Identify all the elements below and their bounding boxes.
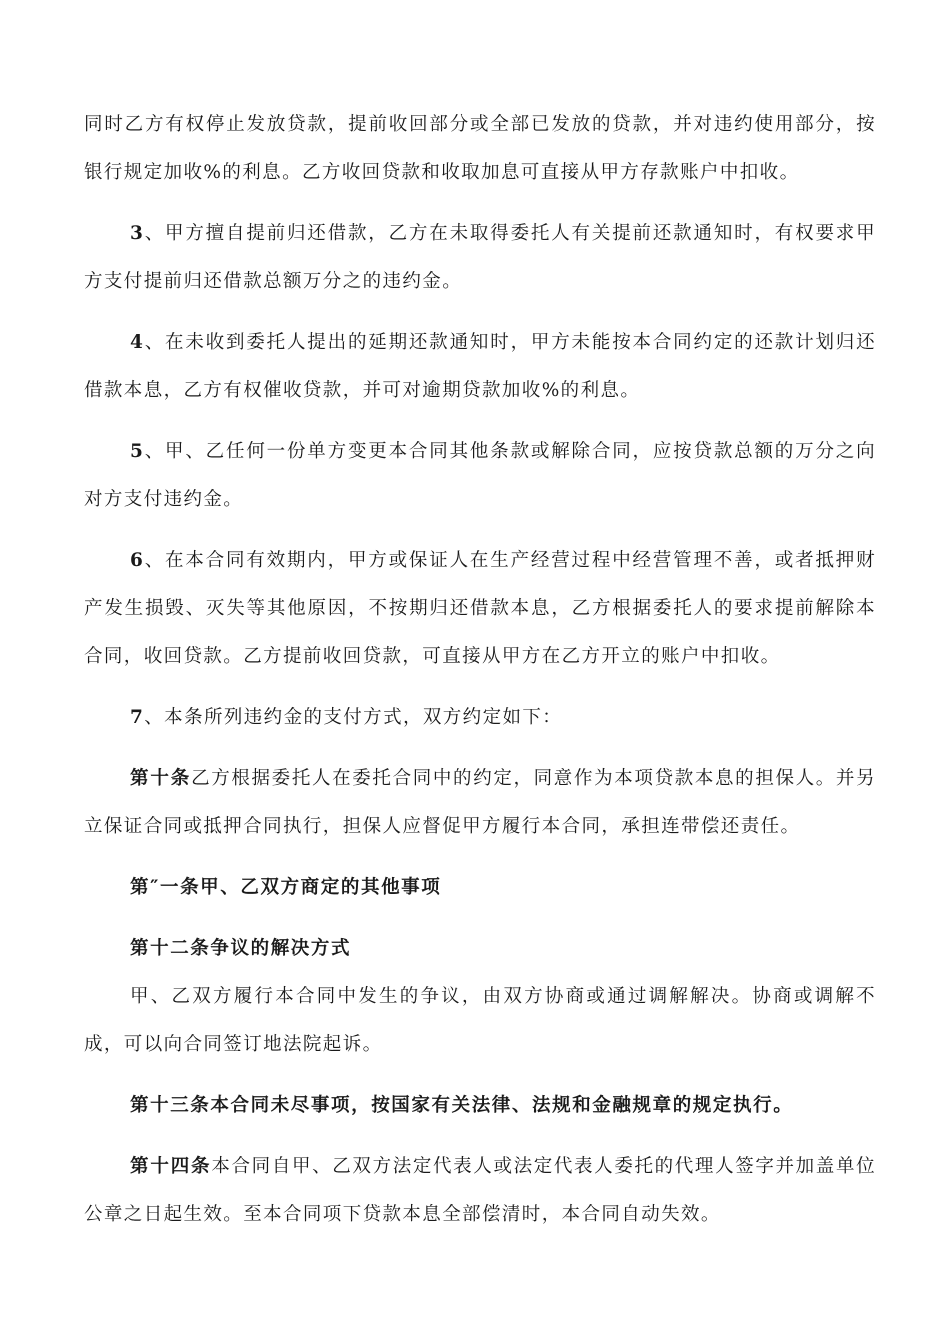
clause-text: 、在本合同有效期内，甲方或保证人在生产经营过程中经营管理不善，或者抵押财产发生损毁、灭失等其他原因，不按期归还借款本息，乙方根据委托人的要求提前解除本合同，收回贷款。乙方提前收回贷款，可直接从甲方在乙方开立的账户中扣收。	[84, 550, 876, 667]
article-13: 第十三条本合同未尽事项，按国家有关法律、法规和金融规章的规定执行。	[130, 1095, 794, 1116]
clause-number: 7	[130, 707, 145, 728]
article-heading: 第十四条	[130, 1156, 212, 1177]
document-body	[84, 101, 876, 1252]
clause-text: 、本条所列违约金的支付方式，双方约定如下：	[144, 707, 563, 728]
article-10	[84, 755, 876, 851]
clause-6	[84, 537, 876, 681]
article-12-text: 甲、乙双方履行本合同中发生的争议，由双方协商或通过调解解决。协商或调解不成，可以向合同签订地法院起诉。	[84, 986, 876, 1055]
clause-number: 6	[130, 550, 145, 571]
clause-7	[84, 694, 876, 742]
paragraph-penalty-continuation	[84, 101, 876, 197]
clause-4	[84, 319, 876, 415]
article-text: 本合同自甲、乙双方法定代表人或法定代表人委托的代理人签字并加盖单位公章之日起生效。至本合同项下贷款本息全部偿清时，本合同自动失效。	[84, 1156, 876, 1225]
clause-number: 3	[130, 223, 145, 244]
article-heading: 第十条	[130, 768, 192, 789]
article-11: 第″一条甲、乙双方商定的其他事项	[130, 877, 442, 898]
paragraph-text: 同时乙方有权停止发放贷款，提前收回部分或全部已发放的贷款，并对违约使用部分，按银行规定加收%的利息。乙方收回贷款和收取加息可直接从甲方存款账户中扣收。	[84, 114, 876, 183]
article-14	[84, 1143, 876, 1239]
clause-number: 4	[130, 332, 145, 353]
clause-text: 、甲、乙任何一份单方变更本合同其他条款或解除合同，应按贷款总额的万分之向对方支付违约金。	[84, 441, 876, 510]
clause-5	[84, 428, 876, 524]
clause-3	[84, 210, 876, 306]
clause-number: 5	[130, 441, 145, 462]
clause-text: 、甲方擅自提前归还借款，乙方在未取得委托人有关提前还款通知时，有权要求甲方支付提前归还借款总额万分之的违约金。	[84, 223, 876, 292]
article-text: 乙方根据委托人在委托合同中的约定，同意作为本项贷款本息的担保人。并另立保证合同或抵押合同执行，担保人应督促甲方履行本合同，承担连带偿还责任。	[84, 768, 876, 837]
clause-text: 、在未收到委托人提出的延期还款通知时，甲方未能按本合同约定的还款计划归还借款本息，乙方有权催收贷款，并可对逾期贷款加收%的利息。	[84, 332, 876, 401]
article-12-title: 第十二条争议的解决方式	[130, 938, 352, 959]
